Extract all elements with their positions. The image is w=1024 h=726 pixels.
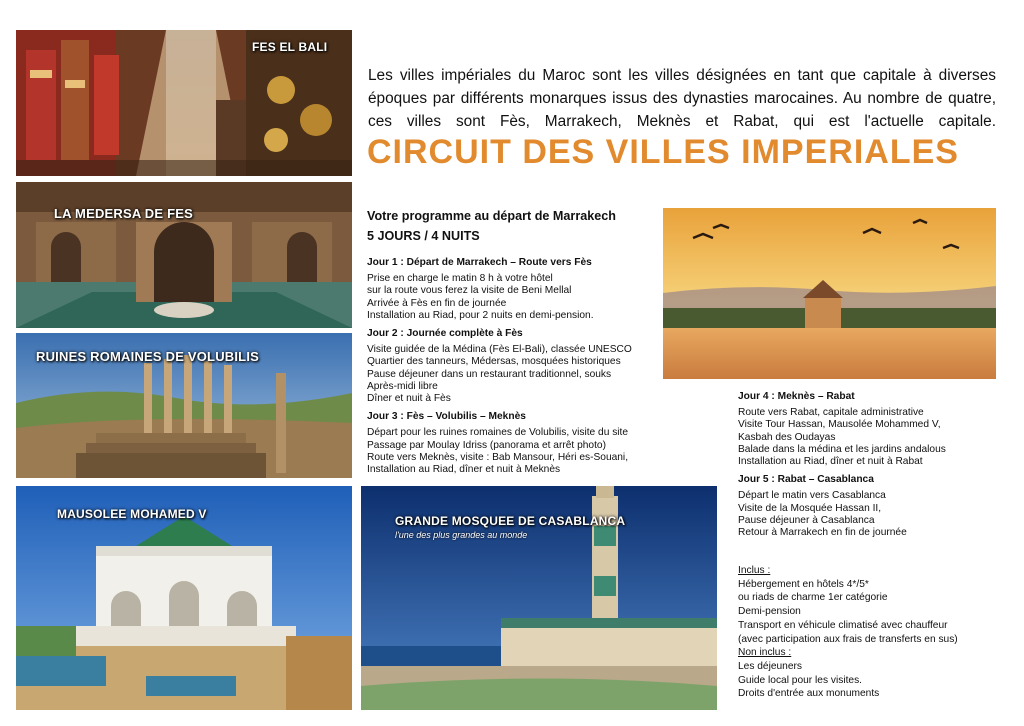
day-line: Installation au Riad, dîner et nuit à Meknès — [367, 464, 561, 476]
day-line: Installation au Riad, dîner et nuit à Rabat — [738, 456, 923, 468]
photo-caption: MAUSOLEE MOHAMED V — [57, 507, 207, 521]
photo-mausolee — [16, 486, 352, 710]
photo-caption: FES EL BALI — [252, 40, 328, 54]
day-line: Dîner et nuit à Fès — [367, 393, 451, 405]
excluded-item: Droits d'entrée aux monuments — [738, 688, 880, 700]
included-item: Transport en véhicule climatisé avec chauffeur — [738, 619, 948, 631]
day-line: Route vers Meknès, visite : Bab Mansour, Héri es-Souani, — [367, 451, 629, 463]
day-line: Pause déjeuner à Casablanca — [738, 514, 875, 526]
menara-sunset-image — [663, 208, 996, 379]
day-line: Après-midi libre — [367, 380, 438, 392]
day-line: Kasbah des Oudayas — [738, 431, 836, 443]
day-line: Installation au Riad, pour 2 nuits en demi-pension. — [367, 309, 594, 321]
day-line: Départ le matin vers Casablanca — [738, 490, 886, 502]
programme-header — [367, 206, 616, 246]
programme-duration: 5 JOURS / 4 NUITS — [367, 229, 480, 243]
programme-days-left — [367, 257, 657, 476]
included-label: Inclus : — [738, 565, 771, 576]
photo-caption: RUINES ROMAINES DE VOLUBILIS — [36, 349, 260, 364]
intro-paragraph: Les villes impériales du Maroc sont les villes désignées en tant que capitale à diverses époques par différents monarques issus des dynasties marocaines. Au nombre de quatre, ces villes sont Fès, Marrakech, Meknès et Rabat, qui est l'actuelle capitale. — [368, 67, 996, 130]
programme-days-right — [738, 391, 1008, 539]
day-title: Jour 1 : Départ de Marrakech – Route vers Fès — [367, 257, 592, 268]
programme-heading: Votre programme au départ de Marrakech — [367, 209, 616, 223]
photo-grande-mosquee — [361, 486, 717, 710]
day-title: Jour 5 : Rabat – Casablanca — [738, 474, 874, 486]
day-line: Prise en charge le matin 8 h à votre hôtel — [367, 273, 553, 285]
day-line: sur la route vous ferez la visite de Beni Mellal — [367, 285, 572, 297]
photo-volubilis — [16, 333, 352, 478]
inclusions — [738, 564, 958, 701]
photo-subcaption: l'une des plus grandes au monde — [395, 530, 528, 540]
day-line: Passage par Moulay Idriss (panorama et arrêt photo) — [367, 439, 606, 451]
page-title: CIRCUIT DES VILLES IMPERIALES — [367, 133, 959, 171]
photo-caption: GRANDE MOSQUEE DE CASABLANCA — [395, 514, 626, 528]
medersa-courtyard-image — [16, 182, 352, 328]
day-line: Route vers Rabat, capitale administrative — [738, 407, 924, 419]
included-item: (avec participation aux frais de transferts en sus) — [738, 633, 958, 645]
day-line: Visite Tour Hassan, Mausolée Mohammed V, — [738, 419, 941, 431]
included-item: ou riads de charme 1er catégorie — [738, 592, 888, 604]
day-line: Départ pour les ruines romaines de Volubilis, visite du site — [367, 427, 629, 439]
day-line: Pause déjeuner dans un restaurant traditionnel, souks — [367, 368, 612, 380]
excluded-label: Non inclus : — [738, 647, 792, 659]
day-title: Jour 2 : Journée complète à Fès — [367, 328, 523, 340]
included-item: Hébergement en hôtels 4*/5* — [738, 578, 869, 590]
day-title: Jour 3 : Fès – Volubilis – Meknès — [367, 411, 526, 423]
day-line: Visite de la Mosquée Hassan II, — [738, 502, 882, 514]
day-line: Visite guidée de la Médina (Fès El-Bali), classée UNESCO — [367, 344, 632, 356]
day-line: Arrivée à Fès en fin de journée — [367, 297, 507, 309]
excluded-item: Guide local pour les visites. — [738, 674, 863, 686]
photo-caption: LA MEDERSA DE FES — [54, 206, 193, 221]
day-line: Balade dans la médina et les jardins andalous — [738, 443, 946, 455]
excluded-item: Les déjeuners — [738, 660, 803, 672]
included-item: Demi-pension — [738, 606, 801, 618]
photo-medersa — [16, 182, 352, 328]
photo-fes-el-bali — [16, 30, 352, 176]
day-title: Jour 4 : Meknès – Rabat — [738, 391, 855, 402]
day-line: Quartier des tanneurs, Médersas, mosquées historiques — [367, 356, 621, 368]
photo-menara — [663, 208, 996, 379]
day-line: Retour à Marrakech en fin de journée — [738, 527, 907, 539]
